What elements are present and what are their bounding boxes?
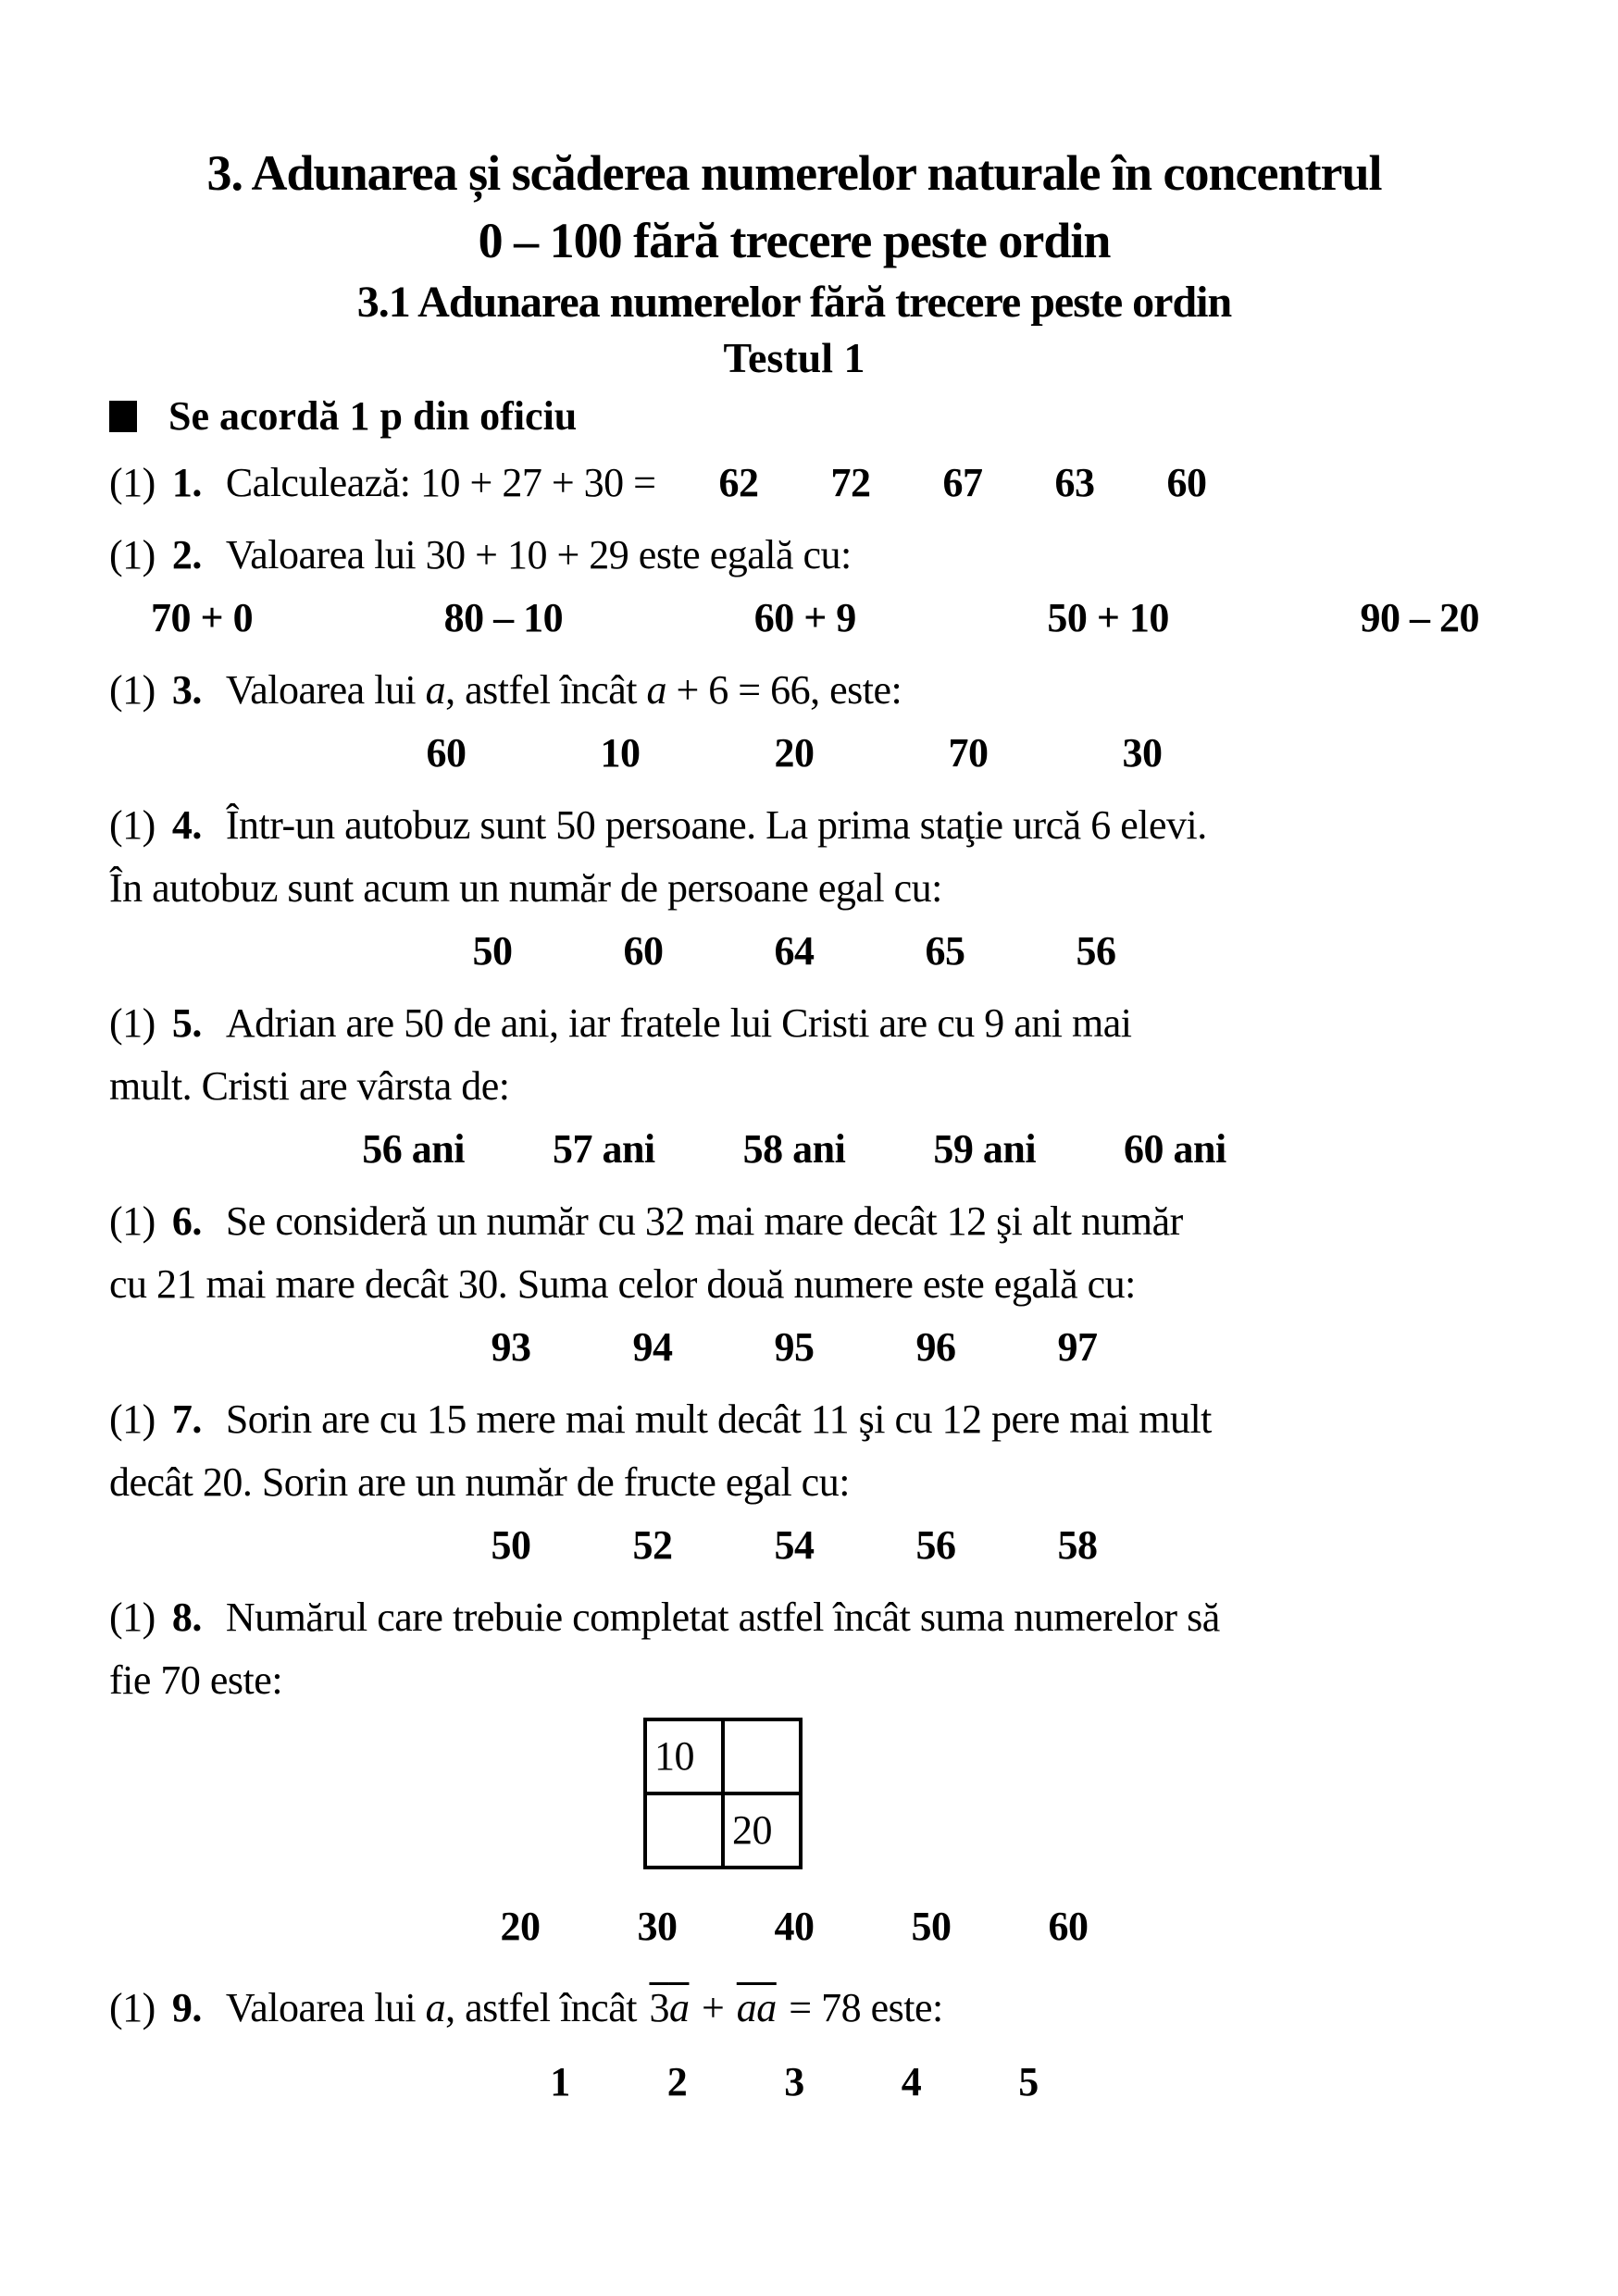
answer-option: 59 ani	[933, 1126, 1037, 1172]
section-subtitle: 3.1 Adunarea numerelor fără trecere peste ordin	[356, 278, 1232, 327]
question-9	[109, 1977, 1479, 2114]
question-6-points: (1)	[109, 1198, 156, 1244]
question-8-number: 8.	[171, 1595, 202, 1640]
answer-option: 70 + 0	[151, 595, 254, 640]
question-9-number: 9.	[171, 1985, 202, 2030]
answer-option: 20	[500, 1904, 541, 1949]
question-1-number: 1.	[171, 460, 202, 505]
sum-table	[643, 1718, 803, 1869]
page-title-line2: 0 – 100 fără trecere peste ordin	[478, 213, 1111, 268]
answer-option: 96	[915, 1324, 956, 1370]
question-5-number: 5.	[171, 1000, 202, 1046]
test-label: Testul 1	[723, 334, 865, 381]
question-8-line1	[109, 1586, 1479, 1649]
question-5-text-line1: Adrian are 50 de ani, iar fratele lui Cristi are cu 9 ani mai	[225, 1000, 1132, 1046]
answer-option: 30	[1122, 730, 1163, 776]
answer-option: 80 – 10	[443, 595, 564, 640]
question-1-points: (1)	[109, 460, 156, 505]
answer-option: 4	[901, 2059, 922, 2104]
answer-option: 72	[830, 460, 871, 505]
question-9-line	[109, 1977, 1479, 2040]
question-7-text-line1: Sorin are cu 15 mere mai mult decât 11 şi cu 12 pere mai mult	[225, 1396, 1212, 1442]
question-1-answers	[718, 452, 1206, 515]
question-7-number: 7.	[171, 1396, 202, 1442]
question-1-line	[109, 452, 1479, 515]
page-title-line1: 3. Adunarea și scăderea numerelor naturale în concentrul	[206, 145, 1382, 201]
question-2-answers	[109, 587, 1479, 650]
question-9-text-part: , astfel încât	[445, 1985, 647, 2030]
answer-option: 56	[915, 1522, 956, 1568]
question-1	[109, 452, 1479, 515]
question-9-text-part: Valoarea lui	[225, 1985, 426, 2030]
question-7-points: (1)	[109, 1396, 156, 1442]
answer-option: 60	[426, 730, 467, 776]
answer-option: 65	[925, 928, 965, 974]
question-6-answers	[109, 1316, 1479, 1379]
question-2	[109, 524, 1479, 650]
question-3-line	[109, 659, 1479, 722]
answer-option: 64	[774, 928, 815, 974]
answer-option: 60	[1166, 460, 1207, 505]
question-4-text-line1: Într-un autobuz sunt 50 persoane. La prima staţie urcă 6 elevi.	[225, 802, 1207, 848]
question-5-text-line2: mult. Cristi are vârsta de:	[109, 1063, 510, 1109]
question-2-number: 2.	[171, 532, 202, 577]
answer-option: 3	[784, 2059, 804, 2104]
question-5-points: (1)	[109, 1000, 156, 1046]
answer-option: 52	[632, 1522, 673, 1568]
answer-option: 60 ani	[1124, 1126, 1226, 1172]
question-5	[109, 992, 1479, 1181]
question-7	[109, 1388, 1479, 1577]
question-5-answers	[109, 1118, 1479, 1181]
question-3-number: 3.	[171, 667, 202, 713]
question-8	[109, 1586, 1479, 1958]
table-cell-top-right	[723, 1719, 801, 1793]
table-cell-bottom-left	[645, 1793, 723, 1868]
question-8-answers	[109, 1895, 1479, 1958]
question-5-line1	[109, 992, 1479, 1055]
math-variable: a	[425, 1985, 446, 2030]
answer-option: 5	[1018, 2059, 1039, 2104]
question-8-text-line2: fie 70 este:	[109, 1657, 283, 1703]
answer-option: 1	[550, 2059, 570, 2104]
answer-option: 20	[774, 730, 815, 776]
answer-option: 58	[1057, 1522, 1098, 1568]
answer-option: 97	[1057, 1324, 1098, 1370]
notice-line	[109, 391, 1479, 442]
answer-option: 63	[1054, 460, 1095, 505]
answer-option: 90 – 20	[1360, 595, 1479, 640]
question-6	[109, 1190, 1479, 1379]
answer-option: 70	[948, 730, 989, 776]
math-variable: a	[425, 667, 446, 713]
question-4-line1	[109, 794, 1479, 857]
question-9-answers	[109, 2051, 1479, 2114]
question-7-answers	[109, 1514, 1479, 1577]
answer-option: 50 + 10	[1047, 595, 1169, 640]
answer-option: 94	[632, 1324, 673, 1370]
answer-option: 60	[623, 928, 664, 974]
answer-option: 60 + 9	[753, 595, 856, 640]
question-9-text-part: = 78 este:	[778, 1985, 943, 2030]
question-3-text-part: + 6 = 66, este:	[666, 667, 902, 713]
answer-option: 67	[942, 460, 983, 505]
question-3-answers	[109, 722, 1479, 785]
overline-digit: 3	[649, 1985, 669, 2030]
answer-option: 50	[491, 1522, 531, 1568]
question-2-line	[109, 524, 1479, 587]
question-3-points: (1)	[109, 667, 156, 713]
overline-number	[646, 1985, 691, 2030]
answer-option: 93	[491, 1324, 531, 1370]
answer-option: 40	[774, 1904, 815, 1949]
question-1-text: Calculează: 10 + 27 + 30 =	[225, 460, 656, 505]
answer-option: 62	[718, 460, 759, 505]
question-2-text: Valoarea lui 30 + 10 + 29 este egală cu:	[225, 532, 852, 577]
question-9-points: (1)	[109, 1985, 156, 2030]
math-variable: a	[668, 1985, 690, 2030]
math-variable: a	[646, 667, 666, 713]
answer-option: 2	[666, 2059, 688, 2104]
question-6-text-line1: Se consideră un număr cu 32 mai mare decât 12 şi alt număr	[225, 1198, 1183, 1244]
question-2-points: (1)	[109, 532, 156, 577]
answer-option: 95	[774, 1324, 815, 1370]
overline-number: $\overline{aa}$	[736, 1985, 777, 2030]
question-3	[109, 659, 1479, 785]
answer-option: 50	[911, 1904, 952, 1949]
question-4-answers	[109, 920, 1479, 983]
question-7-text-line2: decât 20. Sorin are un număr de fructe egal cu:	[109, 1459, 850, 1505]
answer-option: 54	[774, 1522, 815, 1568]
answer-option: 50	[472, 928, 513, 974]
answer-option: 10	[600, 730, 641, 776]
question-6-line1	[109, 1190, 1479, 1253]
table-cell-top-left: 10	[645, 1719, 723, 1793]
question-3-text-part: Valoarea lui	[225, 667, 426, 713]
notice-text: Se acordă 1 p din oficiu	[168, 393, 578, 439]
question-4-number: 4.	[171, 802, 202, 848]
question-6-text-line2: cu 21 mai mare decât 30. Suma celor două numere este egală cu:	[109, 1261, 1136, 1307]
table-cell-bottom-right: 20	[723, 1793, 801, 1868]
question-4-text-line2: În autobuz sunt acum un număr de persoane egal cu:	[109, 865, 942, 911]
answer-option: 57 ani	[552, 1126, 655, 1172]
answer-option: 56 ani	[362, 1126, 465, 1172]
question-6-number: 6.	[171, 1198, 202, 1244]
question-7-line1	[109, 1388, 1479, 1451]
question-8-text-line1: Numărul care trebuie completat astfel încât suma numerelor să	[225, 1595, 1220, 1640]
plus-sign: +	[691, 1985, 734, 2030]
square-bullet-icon	[109, 401, 137, 432]
question-4-points: (1)	[109, 802, 156, 848]
answer-option: 30	[637, 1904, 678, 1949]
answer-option: 60	[1048, 1904, 1089, 1949]
question-3-text-part: , astfel încât	[445, 667, 647, 713]
answer-option: 56	[1076, 928, 1116, 974]
answer-option: 58 ani	[742, 1126, 846, 1172]
question-4	[109, 794, 1479, 983]
question-8-points: (1)	[109, 1595, 156, 1640]
